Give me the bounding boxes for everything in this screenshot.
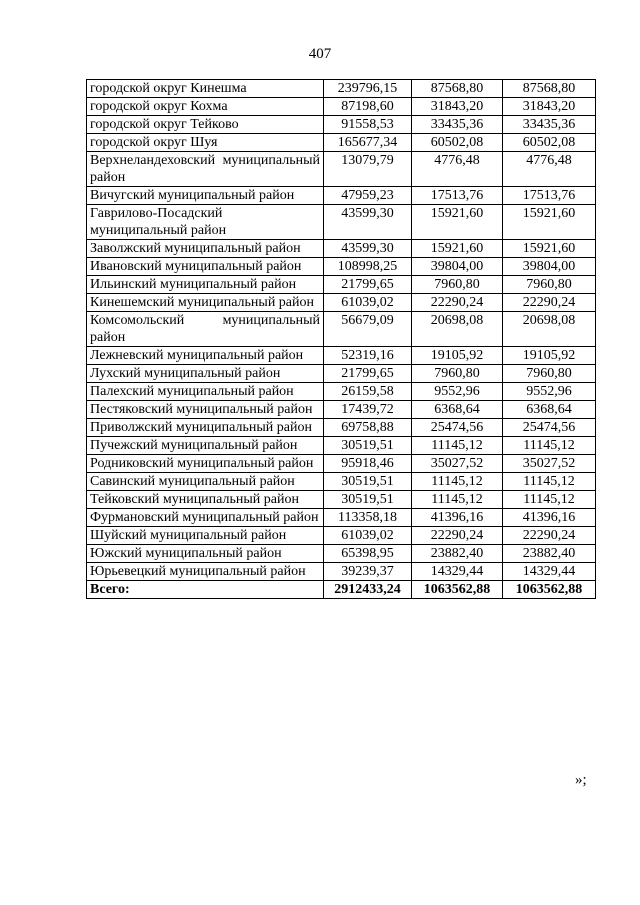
table-row	[87, 437, 596, 455]
table-row	[87, 294, 596, 312]
value-1-cell: 30519,51	[324, 437, 412, 455]
value-1-cell: 61039,02	[324, 294, 412, 312]
value-3-cell: 23882,40	[503, 545, 596, 563]
value-2-cell: 22290,24	[412, 294, 503, 312]
value-3-cell: 11145,12	[503, 491, 596, 509]
value-2-cell: 39804,00	[412, 258, 503, 276]
table-row	[87, 401, 596, 419]
value-1-cell: 43599,30	[324, 240, 412, 258]
value-3-cell: 87568,80	[503, 80, 596, 98]
district-name-cell: Тейковский муниципальный район	[87, 491, 324, 509]
district-name-cell: Южский муниципальный район	[87, 545, 324, 563]
district-name-cell: Пучежский муниципальный район	[87, 437, 324, 455]
value-3-cell: 33435,36	[503, 116, 596, 134]
value-1-cell: 239796,15	[324, 80, 412, 98]
value-1-cell: 21799,65	[324, 276, 412, 294]
value-2-cell: 15921,60	[412, 240, 503, 258]
value-3-cell: 60502,08	[503, 134, 596, 152]
value-1-cell: 95918,46	[324, 455, 412, 473]
table-row	[87, 205, 596, 240]
value-1-cell: 52319,16	[324, 347, 412, 365]
value-3-cell: 7960,80	[503, 276, 596, 294]
table-row	[87, 365, 596, 383]
value-2-cell: 11145,12	[412, 491, 503, 509]
value-3-cell: 22290,24	[503, 294, 596, 312]
value-3-cell: 15921,60	[503, 240, 596, 258]
table-row	[87, 152, 596, 187]
value-3-cell: 39804,00	[503, 258, 596, 276]
value-3-cell: 22290,24	[503, 527, 596, 545]
table-row	[87, 491, 596, 509]
value-3-cell: 15921,60	[503, 205, 596, 240]
value-3-cell: 41396,16	[503, 509, 596, 527]
district-name-cell: Пестяковский муниципальный район	[87, 401, 324, 419]
value-2-cell: 19105,92	[412, 347, 503, 365]
table-row	[87, 116, 596, 134]
district-name-cell: городской округ Тейково	[87, 116, 324, 134]
table-row	[87, 527, 596, 545]
value-1-cell: 108998,25	[324, 258, 412, 276]
district-name-cell: Юрьевецкий муниципальный район	[87, 563, 324, 581]
table-row	[87, 258, 596, 276]
table-row	[87, 187, 596, 205]
value-2-cell: 11145,12	[412, 473, 503, 491]
district-name-cell: Кинешемский муниципальный район	[87, 294, 324, 312]
district-name-cell: городской округ Шуя	[87, 134, 324, 152]
value-2-cell: 87568,80	[412, 80, 503, 98]
district-name-cell: Комсомольский муниципальный район	[87, 312, 324, 347]
district-name-cell: городской округ Кохма	[87, 98, 324, 116]
closing-quote-mark: »;	[575, 772, 587, 788]
value-3-cell: 11145,12	[503, 473, 596, 491]
value-1-cell: 113358,18	[324, 509, 412, 527]
value-3-cell: 19105,92	[503, 347, 596, 365]
value-2-cell: 20698,08	[412, 312, 503, 347]
district-name-cell: Савинский муниципальный район	[87, 473, 324, 491]
value-2-cell: 15921,60	[412, 205, 503, 240]
value-2-cell: 41396,16	[412, 509, 503, 527]
value-2-cell: 7960,80	[412, 276, 503, 294]
value-2-cell: 14329,44	[412, 563, 503, 581]
total-row	[87, 581, 596, 599]
value-2-cell: 25474,56	[412, 419, 503, 437]
table-row	[87, 563, 596, 581]
value-1-cell: 39239,37	[324, 563, 412, 581]
district-name-cell: Верхнеландеховский муниципальный район	[87, 152, 324, 187]
value-3-cell: 31843,20	[503, 98, 596, 116]
value-1-cell: 47959,23	[324, 187, 412, 205]
value-2-cell: 23882,40	[412, 545, 503, 563]
value-3-cell: 9552,96	[503, 383, 596, 401]
total-label: Всего:	[87, 581, 324, 599]
value-3-cell: 11145,12	[503, 437, 596, 455]
value-3-cell: 7960,80	[503, 365, 596, 383]
value-2-cell: 9552,96	[412, 383, 503, 401]
value-1-cell: 17439,72	[324, 401, 412, 419]
value-1-cell: 69758,88	[324, 419, 412, 437]
district-name-cell: Палехский муниципальный район	[87, 383, 324, 401]
value-3-cell: 4776,48	[503, 152, 596, 187]
value-2-cell: 60502,08	[412, 134, 503, 152]
district-name-cell: Ивановский муниципальный район	[87, 258, 324, 276]
value-2-cell: 22290,24	[412, 527, 503, 545]
value-2-cell: 11145,12	[412, 437, 503, 455]
page-number: 407	[308, 46, 332, 62]
table-row	[87, 276, 596, 294]
value-2-cell: 7960,80	[412, 365, 503, 383]
district-name-cell: Вичугский муниципальный район	[87, 187, 324, 205]
value-1-cell: 30519,51	[324, 473, 412, 491]
district-name-cell: Гаврилово-Посадский муниципальный район	[87, 205, 324, 240]
value-1-cell: 65398,95	[324, 545, 412, 563]
total-value-3: 1063562,88	[503, 581, 596, 599]
table-row	[87, 545, 596, 563]
table-row	[87, 98, 596, 116]
district-name-cell: Приволжский муниципальный район	[87, 419, 324, 437]
value-1-cell: 87198,60	[324, 98, 412, 116]
table-row	[87, 312, 596, 347]
value-1-cell: 165677,34	[324, 134, 412, 152]
table-row	[87, 134, 596, 152]
value-1-cell: 43599,30	[324, 205, 412, 240]
table-body	[87, 80, 596, 599]
value-3-cell: 20698,08	[503, 312, 596, 347]
table-row	[87, 455, 596, 473]
value-1-cell: 21799,65	[324, 365, 412, 383]
table-row	[87, 473, 596, 491]
value-2-cell: 31843,20	[412, 98, 503, 116]
value-1-cell: 91558,53	[324, 116, 412, 134]
value-3-cell: 25474,56	[503, 419, 596, 437]
district-name-cell: Ильинский муниципальный район	[87, 276, 324, 294]
total-value-2: 1063562,88	[412, 581, 503, 599]
district-name-cell: Родниковский муниципальный район	[87, 455, 324, 473]
district-name-cell: Шуйский муниципальный район	[87, 527, 324, 545]
district-name-cell: городской округ Кинешма	[87, 80, 324, 98]
value-3-cell: 17513,76	[503, 187, 596, 205]
value-3-cell: 14329,44	[503, 563, 596, 581]
table-row	[87, 80, 596, 98]
district-name-cell: Фурмановский муниципальный район	[87, 509, 324, 527]
district-name-cell: Лежневский муниципальный район	[87, 347, 324, 365]
value-3-cell: 35027,52	[503, 455, 596, 473]
value-1-cell: 61039,02	[324, 527, 412, 545]
value-1-cell: 13079,79	[324, 152, 412, 187]
table-row	[87, 509, 596, 527]
value-2-cell: 4776,48	[412, 152, 503, 187]
value-3-cell: 6368,64	[503, 401, 596, 419]
value-2-cell: 17513,76	[412, 187, 503, 205]
value-1-cell: 56679,09	[324, 312, 412, 347]
value-2-cell: 33435,36	[412, 116, 503, 134]
table-row	[87, 347, 596, 365]
district-name-cell: Заволжский муниципальный район	[87, 240, 324, 258]
table-row	[87, 419, 596, 437]
table-row	[87, 240, 596, 258]
value-1-cell: 26159,58	[324, 383, 412, 401]
total-value-1: 2912433,24	[324, 581, 412, 599]
district-name-cell: Лухский муниципальный район	[87, 365, 324, 383]
value-2-cell: 6368,64	[412, 401, 503, 419]
table-row	[87, 383, 596, 401]
value-1-cell: 30519,51	[324, 491, 412, 509]
allocation-table	[86, 79, 596, 599]
value-2-cell: 35027,52	[412, 455, 503, 473]
